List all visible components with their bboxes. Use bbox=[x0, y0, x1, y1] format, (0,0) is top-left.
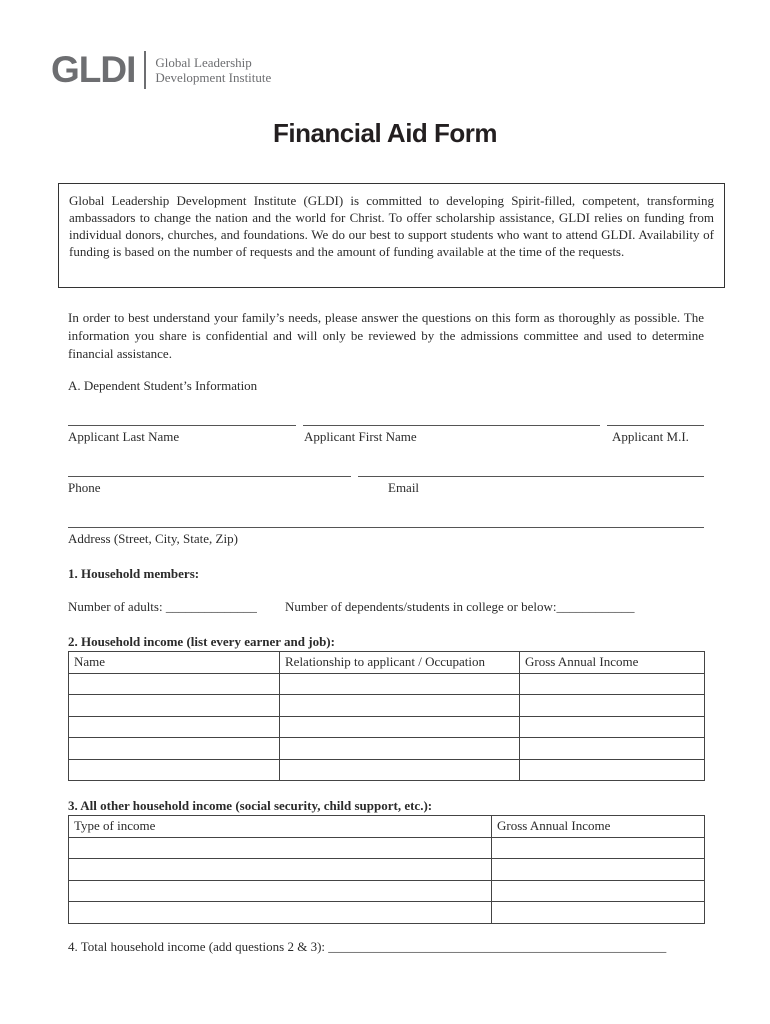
other-income-entry-cell[interactable] bbox=[492, 902, 705, 924]
dependents-field[interactable]: Number of dependents/students in college or below:____________ bbox=[285, 599, 635, 614]
column-header: Type of income bbox=[69, 816, 492, 838]
first-name-field[interactable] bbox=[303, 425, 600, 426]
income-entry-cell[interactable] bbox=[69, 673, 280, 695]
first-name-label: Applicant First Name bbox=[304, 429, 417, 444]
logo-mark: GLDI bbox=[51, 49, 136, 90]
income-entry-cell[interactable] bbox=[280, 738, 520, 760]
income-entry-cell[interactable] bbox=[520, 738, 705, 760]
logo-divider bbox=[144, 51, 146, 89]
income-entry-cell[interactable] bbox=[280, 759, 520, 781]
other-income-entry-cell[interactable] bbox=[492, 837, 705, 859]
income-entry-cell[interactable] bbox=[280, 716, 520, 738]
mi-label: Applicant M.I. bbox=[612, 429, 689, 444]
address-field[interactable] bbox=[68, 527, 704, 528]
email-field[interactable] bbox=[358, 476, 704, 477]
logo-line-2: Development Institute bbox=[155, 70, 272, 85]
table-header-row bbox=[69, 652, 705, 674]
form-title: Financial Aid Form bbox=[272, 118, 498, 148]
email-label: Email bbox=[388, 480, 420, 495]
last-name-field[interactable] bbox=[68, 425, 296, 426]
income-entry-cell[interactable] bbox=[520, 759, 705, 781]
income-entry-cell[interactable] bbox=[520, 695, 705, 717]
income-entry-cell[interactable] bbox=[280, 695, 520, 717]
table-row bbox=[69, 673, 705, 695]
other-income-entry-cell[interactable] bbox=[69, 837, 492, 859]
q3-heading: 3. All other household income (social security, child support, etc.): bbox=[68, 798, 433, 813]
income-entry-cell[interactable] bbox=[69, 759, 280, 781]
instructions-paragraph: In order to best understand your family’s needs, please answer the questions on this form as thoroughly as possible. The information you share is confidential and will only be reviewed by the admissions committee and used to determine financial assistance. bbox=[68, 310, 704, 361]
column-header: Relationship to applicant / Occupation bbox=[280, 652, 520, 674]
other-income-entry-cell[interactable] bbox=[69, 859, 492, 881]
other-income-entry-cell[interactable] bbox=[69, 880, 492, 902]
table-row bbox=[69, 695, 705, 717]
address-label: Address (Street, City, State, Zip) bbox=[68, 531, 238, 546]
q2-heading: 2. Household income (list every earner and job): bbox=[68, 634, 335, 649]
column-header: Name bbox=[69, 652, 280, 674]
income-entry-cell[interactable] bbox=[69, 695, 280, 717]
column-header: Gross Annual Income bbox=[520, 652, 705, 674]
table-row bbox=[69, 759, 705, 781]
phone-label: Phone bbox=[68, 480, 101, 495]
table-row bbox=[69, 880, 705, 902]
logo-line-1: Global Leadership bbox=[155, 55, 252, 70]
household-income-table bbox=[68, 651, 705, 781]
income-entry-cell[interactable] bbox=[69, 738, 280, 760]
other-income-entry-cell[interactable] bbox=[492, 859, 705, 881]
table-row bbox=[69, 716, 705, 738]
column-header: Gross Annual Income bbox=[492, 816, 705, 838]
total-income-field[interactable]: 4. Total household income (add questions 2 & 3): ____________________________________________________ bbox=[68, 939, 667, 954]
table-row bbox=[69, 859, 705, 881]
income-entry-cell[interactable] bbox=[69, 716, 280, 738]
other-income-table bbox=[68, 815, 705, 924]
phone-field[interactable] bbox=[68, 476, 351, 477]
logo-text bbox=[155, 55, 271, 85]
income-entry-cell[interactable] bbox=[280, 673, 520, 695]
income-entry-cell[interactable] bbox=[520, 673, 705, 695]
other-income-entry-cell[interactable] bbox=[492, 880, 705, 902]
income-entry-cell[interactable] bbox=[520, 716, 705, 738]
intro-box: Global Leadership Development Institute (GLDI) is committed to developing Spirit-filled, competent, transforming ambassadors to change the nation and the world for Christ. To offer scholarship assistance, GLDI relies on funding from individual donors, churches, and foundations. We do our best to support students who want to attend GLDI. Availability of funding is based on the number of requests and the amount of funding available at the time of the requests. bbox=[58, 183, 725, 288]
q1-heading: 1. Household members: bbox=[68, 566, 200, 581]
table-row bbox=[69, 837, 705, 859]
gldi-logo bbox=[51, 50, 271, 90]
adults-field[interactable]: Number of adults: ______________ bbox=[68, 599, 257, 614]
last-name-label: Applicant Last Name bbox=[68, 429, 180, 444]
table-header-row bbox=[69, 816, 705, 838]
section-a-heading: A. Dependent Student’s Information bbox=[68, 378, 258, 393]
table-row bbox=[69, 738, 705, 760]
mi-field[interactable] bbox=[607, 425, 704, 426]
table-row bbox=[69, 902, 705, 924]
other-income-entry-cell[interactable] bbox=[69, 902, 492, 924]
